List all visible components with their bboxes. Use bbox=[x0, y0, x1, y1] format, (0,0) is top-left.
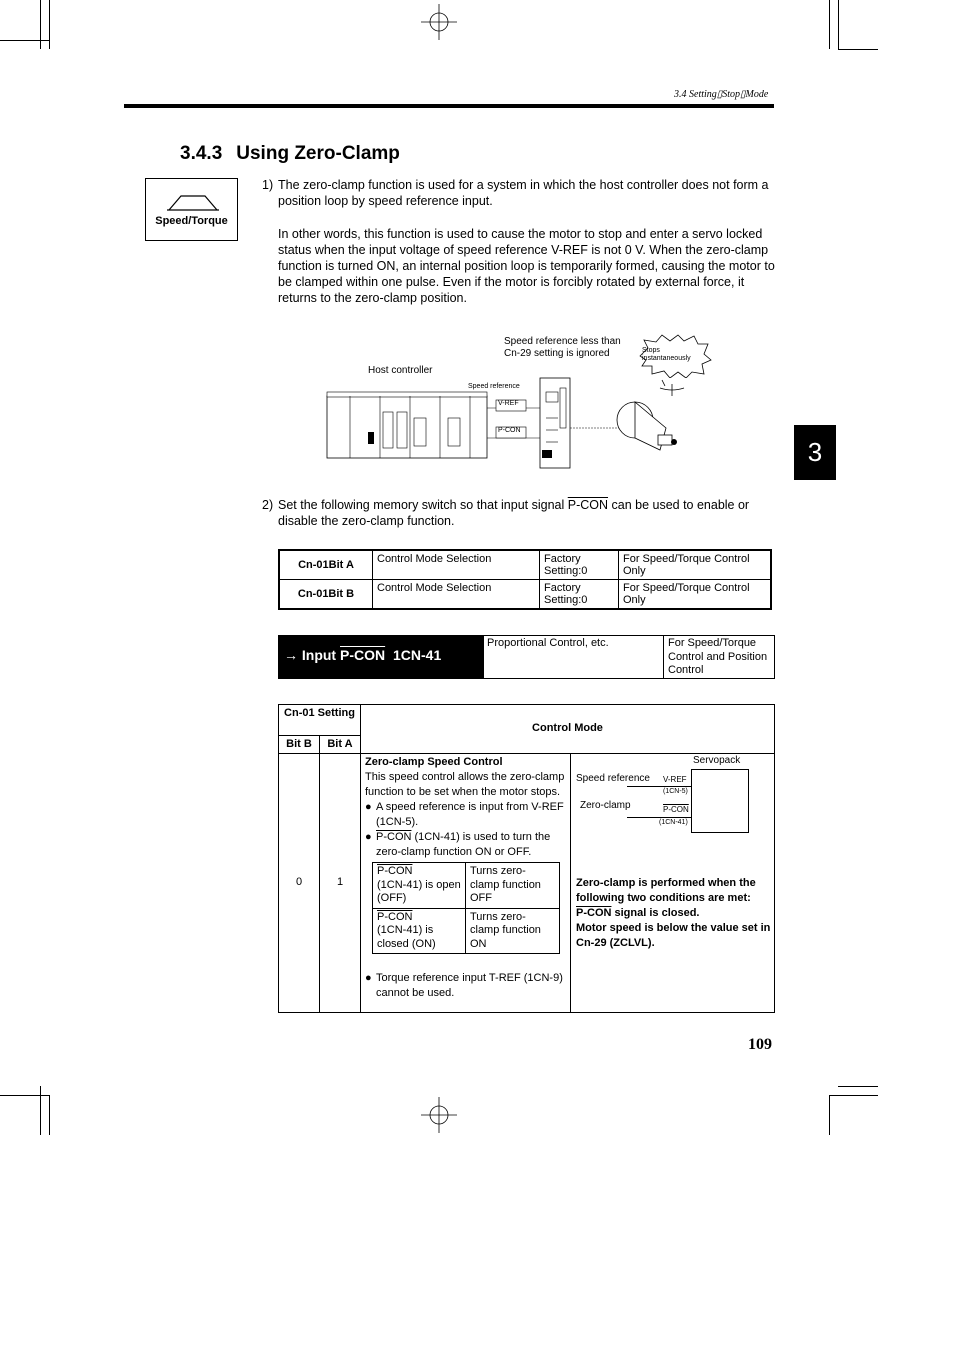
vref-tag: V-REF bbox=[498, 400, 519, 407]
table-row bbox=[279, 550, 771, 580]
condition-line bbox=[576, 906, 772, 921]
crop-mark bbox=[829, 1095, 830, 1135]
divider bbox=[319, 735, 320, 1012]
bullet-signal: P-CON bbox=[376, 831, 412, 843]
vref-pin-number: (1CN-5) bbox=[663, 788, 688, 795]
condition-line: Motor speed is below the value set in Cn-29 (ZCLVL). bbox=[576, 922, 771, 949]
crop-mark bbox=[838, 0, 839, 49]
param-cell: Cn-01Bit A bbox=[279, 550, 373, 580]
factory-cell: Factory Setting:0 bbox=[540, 550, 619, 580]
mode-table bbox=[278, 704, 775, 1013]
registration-mark bbox=[421, 4, 457, 40]
mode-description bbox=[365, 755, 567, 1001]
bullet-item bbox=[365, 830, 567, 860]
zero-clamp-label: Zero-clamp bbox=[580, 800, 631, 811]
crop-mark bbox=[829, 1095, 878, 1096]
servopack-label: Servopack bbox=[693, 755, 741, 766]
crop-mark bbox=[838, 49, 878, 50]
crop-mark bbox=[0, 40, 49, 41]
bit-a-header: Bit A bbox=[327, 738, 353, 750]
speed-reference-label: Speed reference bbox=[468, 383, 520, 390]
input-signal-heading bbox=[278, 635, 483, 679]
conditions-text bbox=[576, 876, 772, 951]
input-prefix: Input bbox=[301, 647, 337, 663]
factory-cell: Factory Setting:0 bbox=[540, 580, 619, 610]
ignore-note-line-1: Speed reference less than bbox=[504, 336, 621, 347]
item-2-marker: 2) bbox=[262, 498, 274, 512]
crop-mark bbox=[0, 1095, 49, 1096]
state-cell bbox=[373, 863, 466, 909]
host-controller-label: Host controller bbox=[368, 365, 433, 376]
state-text: (1CN-41) is closed (ON) bbox=[377, 924, 436, 950]
ignore-note-line-2: Cn-29 setting is ignored bbox=[504, 348, 610, 359]
burst-text-line-2: instantaneously bbox=[642, 355, 691, 362]
state-signal: P-CON bbox=[377, 910, 413, 923]
header-rule bbox=[124, 104, 774, 108]
divider bbox=[279, 753, 774, 754]
condition-text: signal is closed. bbox=[611, 907, 700, 919]
arrow-icon: → bbox=[284, 647, 298, 663]
item-2-text-after: can be used to enable or disable the zero-clamp function. bbox=[278, 498, 750, 528]
input-pin: 1CN-41 bbox=[393, 647, 442, 663]
pcon-state-table bbox=[372, 862, 560, 954]
usage-cell: For Speed/Torque Control Only bbox=[619, 550, 772, 580]
memory-switch-table bbox=[278, 549, 772, 610]
crop-mark bbox=[40, 0, 41, 49]
section-title bbox=[180, 143, 400, 165]
item-1-marker: 1) bbox=[262, 178, 274, 192]
pcon-tag: P-CON bbox=[498, 427, 521, 434]
table-row bbox=[279, 580, 771, 610]
bullet-item bbox=[365, 800, 567, 830]
bullet-text: (1CN-41) is used to turn the zero-clamp function ON or OFF. bbox=[376, 831, 551, 858]
pcon-pin-number: (1CN-41) bbox=[659, 819, 688, 826]
condition-line: Zero-clamp is performed when the following two conditions are met: bbox=[576, 877, 756, 904]
pcon-signal: P-CON bbox=[567, 498, 609, 512]
mode-desc: This speed control allows the zero-clamp function to be set when the motor stops. bbox=[365, 771, 565, 798]
result-cell: Turns zero-clamp function ON bbox=[466, 908, 560, 954]
state-cell bbox=[373, 908, 466, 954]
setting-header: Cn-01 Setting bbox=[284, 707, 355, 719]
crop-mark bbox=[49, 1095, 50, 1135]
system-drawing bbox=[320, 370, 720, 475]
crop-mark bbox=[40, 1086, 41, 1135]
burst-text-line-1: Stops bbox=[642, 347, 660, 354]
section-title-text: Using Zero-Clamp bbox=[236, 143, 400, 164]
mode-title: Zero-clamp Speed Control bbox=[365, 756, 503, 768]
mode-badge bbox=[145, 178, 238, 241]
bit-b-value: 0 bbox=[295, 876, 303, 888]
control-mode-header: Control Mode bbox=[532, 722, 603, 734]
condition-signal: P-CON bbox=[576, 907, 612, 919]
divider bbox=[279, 735, 360, 736]
pcon-pin-label bbox=[663, 805, 689, 814]
result-cell: Turns zero-clamp function OFF bbox=[466, 863, 560, 909]
state-signal: P-CON bbox=[377, 865, 413, 877]
item-1-paragraph-1: The zero-clamp function is used for a system in which the host controller does not form a position loop by speed reference input. bbox=[278, 178, 769, 208]
bullet-item bbox=[365, 971, 567, 1001]
usage-cell: For Speed/Torque Control Only bbox=[619, 580, 772, 610]
name-cell: Control Mode Selection bbox=[373, 580, 540, 610]
servopack-box bbox=[691, 769, 749, 833]
crop-mark bbox=[838, 1086, 878, 1087]
page-number: 109 bbox=[748, 1036, 772, 1053]
bit-b-header: Bit B bbox=[286, 738, 312, 750]
speed-reference-label: Speed reference bbox=[576, 773, 650, 784]
vref-pin-label: V-REF bbox=[663, 775, 687, 784]
divider bbox=[360, 705, 361, 1012]
input-name-cell: Proportional Control, etc. bbox=[487, 637, 609, 649]
bullet-text: A speed reference is input from V-REF (1CN-5). bbox=[376, 801, 564, 828]
registration-mark bbox=[421, 1097, 457, 1133]
crop-mark bbox=[49, 0, 50, 49]
divider bbox=[570, 753, 571, 1012]
chapter-tab: 3 bbox=[794, 425, 836, 480]
zero-clamp-figure bbox=[320, 330, 720, 475]
running-header: 3.4 Setting▯Stop▯Mode bbox=[674, 89, 769, 100]
param-cell: Cn-01Bit B bbox=[279, 580, 373, 610]
vref-line bbox=[627, 786, 691, 787]
item-2-text bbox=[278, 497, 776, 529]
item-1-paragraph-2: In other words, this function is used to cause the motor to stop and enter a servo locked status when the input voltage of speed reference V-REF is not 0 V. When the zero-clamp function is turned ON, an internal position loop is temporarily formed, causing the motor to be clamped within one pulse. Even if the motor is forcibly rotated by external force, it returns to the zero-clamp position. bbox=[278, 227, 775, 305]
input-divider bbox=[663, 635, 664, 679]
bullet-text: Torque reference input T-REF (1CN-9) cannot be used. bbox=[376, 972, 563, 999]
input-signal: P-CON bbox=[340, 647, 386, 663]
mode-badge-label: Speed/Torque bbox=[155, 215, 228, 227]
input-usage-cell: For Speed/Torque Control and Position Control bbox=[668, 637, 768, 676]
name-cell: Control Mode Selection bbox=[373, 550, 540, 580]
bit-a-value: 1 bbox=[336, 876, 344, 888]
table-row bbox=[373, 863, 560, 909]
trapezoid-icon bbox=[167, 193, 219, 213]
table-row bbox=[373, 908, 560, 954]
section-number: 3.4.3 bbox=[180, 143, 223, 164]
pcon-pin-text: P-CON bbox=[663, 805, 689, 814]
item-2-text-before: Set the following memory switch so that input signal bbox=[278, 498, 568, 512]
crop-mark bbox=[829, 0, 830, 49]
state-text: (1CN-41) is open (OFF) bbox=[377, 878, 461, 904]
pcon-line bbox=[627, 817, 691, 818]
